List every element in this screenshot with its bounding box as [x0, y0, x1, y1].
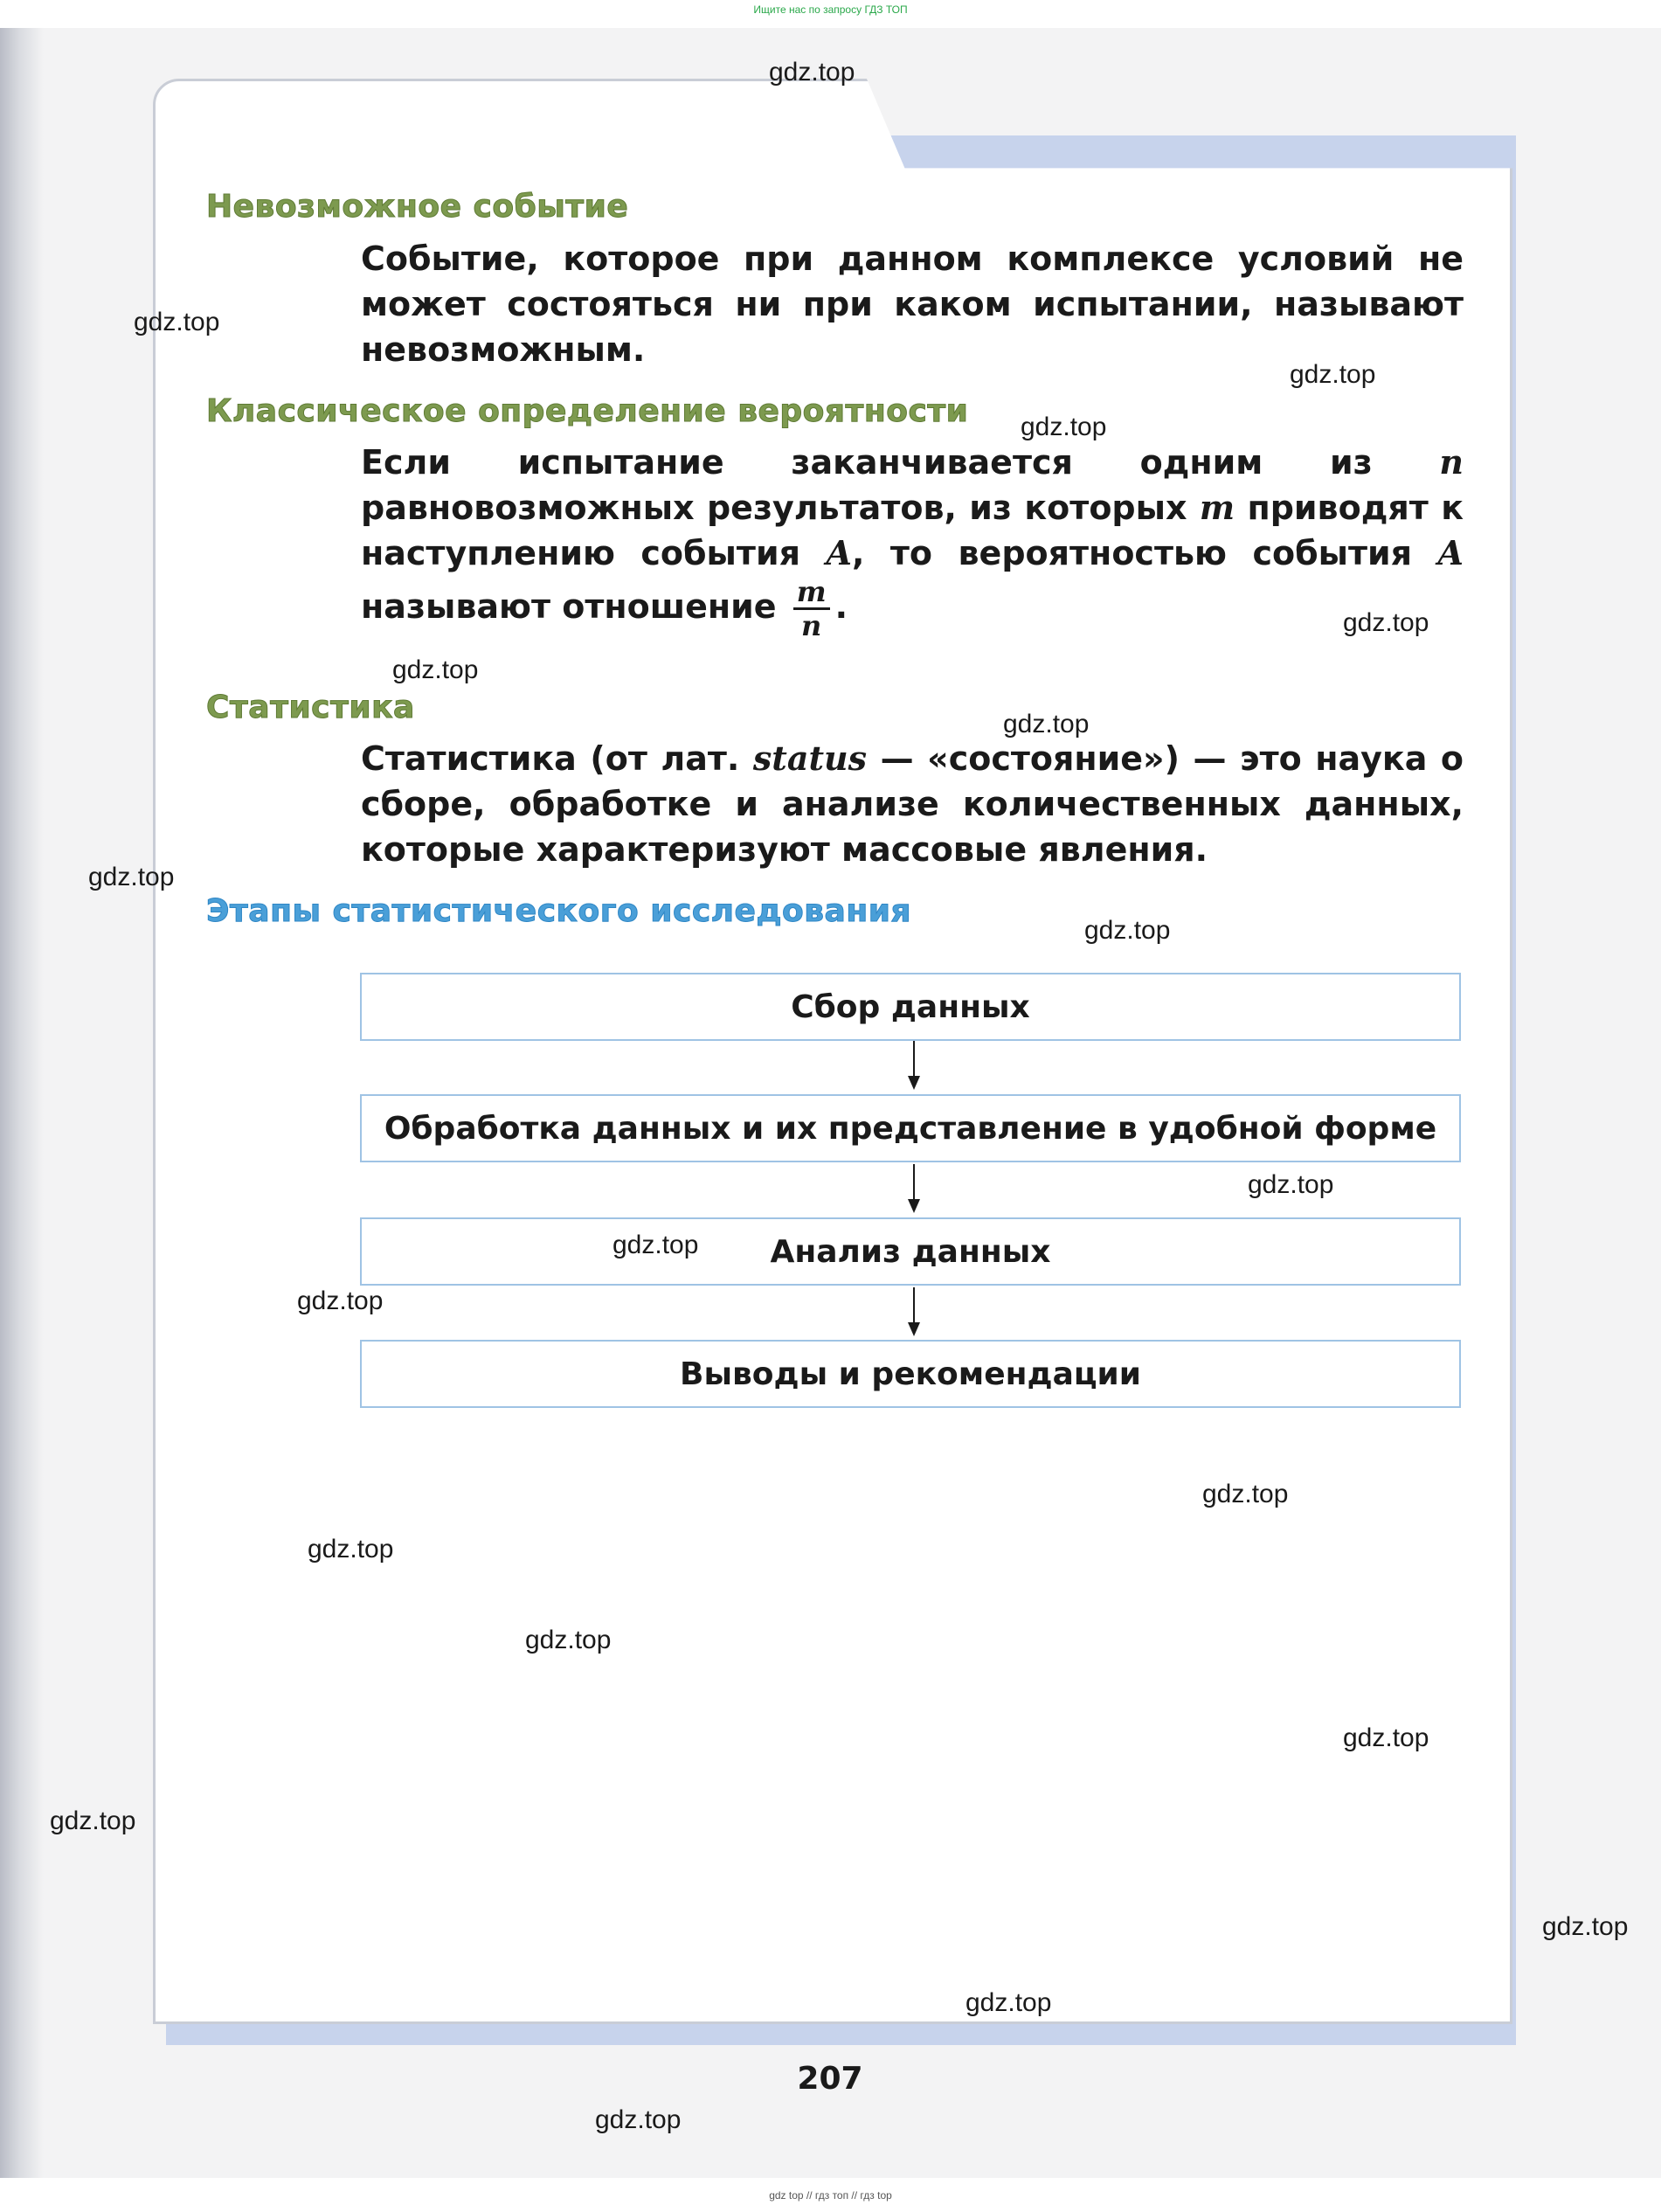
watermark-text: gdz.top: [1542, 1912, 1629, 1941]
fraction-numerator: m: [793, 576, 830, 610]
impossible-event-definition: Событие, которое при данном комплексе условий не может состояться ни при каком испытании, называют невозможным.: [361, 239, 1464, 369]
watermark-text: gdz.top: [965, 1988, 1052, 2017]
page-number: 207: [797, 2061, 863, 2097]
watermark-text: gdz.top: [1290, 360, 1376, 389]
watermark-text: gdz.top: [88, 863, 175, 891]
latin-word: status: [752, 738, 868, 778]
watermark-text: gdz.top: [1003, 710, 1090, 738]
var-a: A: [1437, 533, 1464, 572]
down-arrow-icon: [901, 1164, 927, 1215]
stage-box-data-analysis: Анализ данных: [360, 1217, 1461, 1286]
classical-probability-definition: Если испытание заканчивается одним из n равновозможных результатов, из которых m приводят к наступлению события A, то вероятностью события A называют отношение $\frac{m}{n}$ .: [361, 442, 1464, 642]
watermark-text: gdz.top: [297, 1286, 384, 1315]
watermark-text: gdz.top: [1202, 1480, 1289, 1508]
stage-box-data-processing: Обработка данных и их представление в удобной форме: [360, 1094, 1461, 1162]
watermark-text: gdz.top: [1021, 413, 1107, 441]
down-arrow-icon: [901, 1041, 927, 1092]
var-n: n: [1439, 442, 1464, 482]
book-spine: [0, 28, 44, 2178]
stage-box-data-collection: Сбор данных: [360, 973, 1461, 1041]
watermark-text: gdz.top: [392, 655, 479, 684]
statistics-definition: Статистика (от лат. status — «состояние») — это наука о сборе, обработке и анализе количественных данных, которые характеризуют массовые явления.: [361, 738, 1464, 869]
impossible-event-heading: Невозможное событие: [206, 189, 629, 225]
var-a: A: [826, 533, 852, 572]
watermark-text: gdz.top: [769, 58, 855, 87]
fraction-denominator: n: [801, 609, 822, 642]
fraction-m-over-n: [793, 576, 830, 641]
watermark-text: gdz.top: [134, 308, 220, 336]
watermark-text: gdz.top: [1248, 1170, 1334, 1199]
watermark-text: gdz.top: [1343, 1723, 1429, 1752]
statistics-heading: Статистика: [206, 690, 415, 725]
stages-heading: Этапы статистического исследования: [206, 893, 912, 929]
watermark-text: gdz.top: [595, 2105, 682, 2134]
stage-box-conclusions: Выводы и рекомендации: [360, 1340, 1461, 1408]
watermark-text: gdz.top: [50, 1806, 136, 1835]
classical-probability-heading: Классическое определение вероятности: [206, 393, 969, 429]
var-m: m: [1199, 488, 1235, 527]
watermark-text: gdz.top: [1343, 608, 1429, 637]
down-arrow-icon: [901, 1287, 927, 1338]
watermark-text: gdz.top: [525, 1626, 612, 1654]
watermark-text: gdz.top: [1084, 916, 1171, 945]
watermark-text: gdz.top: [612, 1231, 699, 1259]
bottom-banner[interactable]: gdz top // гдз топ // гдз top: [769, 2189, 892, 2202]
watermark-text: gdz.top: [308, 1535, 394, 1564]
top-banner[interactable]: Ищите нас по запросу ГДЗ ТОП: [753, 3, 908, 16]
